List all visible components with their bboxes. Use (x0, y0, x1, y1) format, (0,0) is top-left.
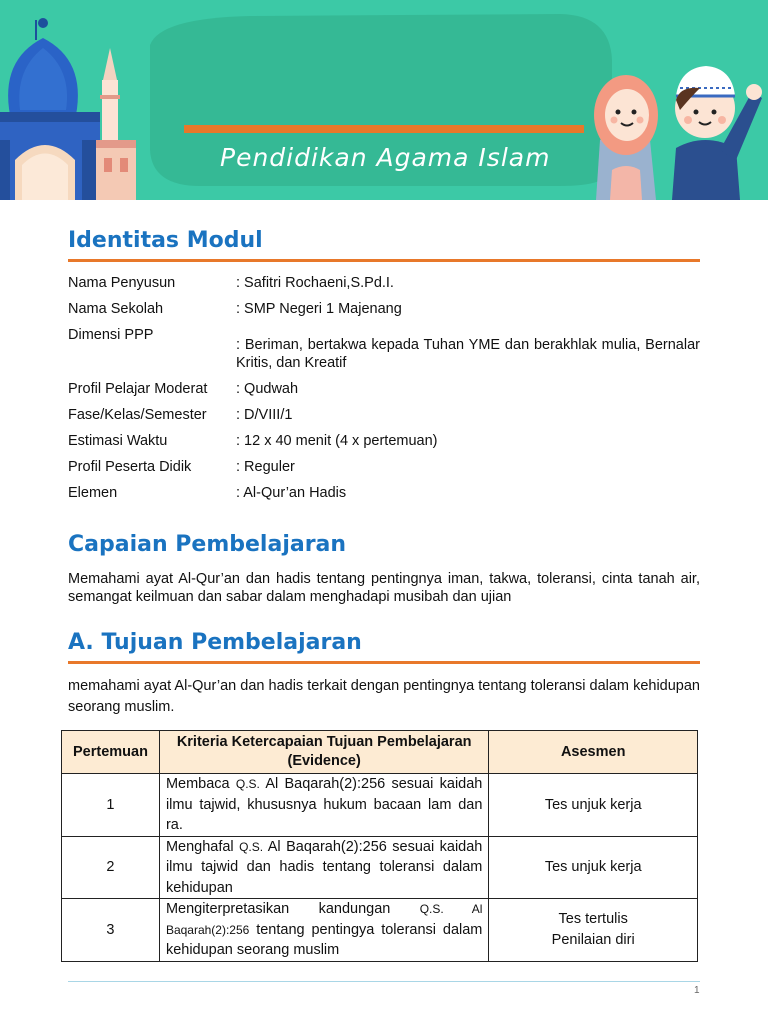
identitas-value: : SMP Negeri 1 Majenang (236, 301, 402, 317)
table-row (62, 836, 698, 899)
kriteria-cell (159, 774, 488, 837)
kriteria-reference: Q.S. (235, 777, 260, 791)
pertemuan-cell: 3 (62, 899, 160, 962)
identitas-value: : Al-Qur’an Hadis (236, 485, 347, 501)
identitas-value: : Beriman, bertakwa kepada Tuhan YME dan berakhlak mulia, Bernalar Kritis, dan Kreatif (236, 337, 700, 371)
kriteria-text: Al Baqarah(2):256 sesuai kaidah ilmu tajwid, khususnya hukum bacaan lam dan ra. (165, 776, 483, 833)
identitas-value: : D/VIII/1 (236, 407, 293, 423)
header-banner (0, 0, 768, 200)
identitas-label: Elemen (68, 485, 118, 501)
heading-rule (68, 259, 700, 262)
identitas-label: Profil Peserta Didik (68, 459, 192, 475)
identitas-row (68, 326, 700, 372)
page-number: 1 (694, 985, 700, 996)
identitas-row (68, 274, 700, 292)
kriteria-reference: Q.S. (239, 839, 264, 854)
identitas-row (68, 406, 700, 424)
document-content (68, 220, 700, 718)
pertemuan-cell: 2 (62, 836, 160, 899)
kriteria-reference: Q.S. Al Baqarah(2):256 (165, 902, 483, 937)
asesmen-text: Tes tertulis (558, 910, 628, 927)
table-row (62, 899, 698, 962)
identitas-row (68, 300, 700, 318)
identitas-label: Nama Penyusun (68, 275, 176, 291)
column-header: Pertemuan (62, 731, 160, 774)
kriteria-text: Al Baqarah(2):256 sesuai kaidah ilmu tajwid dan hadis tentang toleransi dalam kehidupan (165, 838, 483, 896)
column-header: Kriteria Ketercapaian Tujuan Pembelajaran (Evidence) (159, 731, 488, 774)
identitas-label: Estimasi Waktu (68, 433, 168, 449)
identitas-label: Nama Sekolah (68, 301, 164, 317)
identitas-label: Dimensi PPP (68, 327, 154, 343)
identitas-row (68, 380, 700, 398)
kriteria-cell (159, 899, 488, 962)
identitas-value: : Qudwah (236, 381, 299, 397)
identitas-value: : Safitri Rochaeni,S.Pd.I. (236, 275, 394, 291)
identitas-value: : 12 x 40 menit (4 x pertemuan) (236, 433, 438, 449)
table-header-row (62, 731, 698, 774)
banner-title: Pendidikan Agama Islam (220, 143, 551, 172)
asesmen-cell (489, 899, 698, 962)
asesmen-text: Tes unjuk kerja (544, 796, 642, 813)
identitas-list (68, 274, 700, 502)
girl-character-icon (594, 75, 658, 200)
tujuan-heading: A. Tujuan Pembelajaran (68, 630, 362, 655)
capaian-heading: Capaian Pembelajaran (68, 532, 347, 557)
identitas-value: : Reguler (236, 459, 295, 475)
kriteria-text: Menghafal (165, 838, 240, 855)
column-header: Asesmen (489, 731, 698, 774)
kriteria-text: Mengiterpretasikan kandungan (165, 901, 420, 917)
asesmen-cell (489, 774, 698, 837)
pertemuan-cell: 1 (62, 774, 160, 837)
identitas-row (68, 484, 700, 502)
table-row (62, 774, 698, 837)
kriteria-cell (159, 836, 488, 899)
kriteria-text: Membaca (165, 776, 236, 792)
identitas-label: Profil Pelajar Moderat (68, 381, 208, 397)
tujuan-table (61, 730, 698, 962)
asesmen-cell (489, 836, 698, 899)
asesmen-text: Penilaian diri (551, 931, 635, 948)
identitas-heading: Identitas Modul (68, 228, 263, 253)
identitas-row (68, 432, 700, 450)
identitas-row (68, 458, 700, 476)
heading-rule (68, 661, 700, 664)
asesmen-text: Tes unjuk kerja (544, 859, 642, 876)
tujuan-text: memahami ayat Al-Qur’an dan hadis terkait dengan pentingnya tentang toleransi dalam kehidupan seorang muslim. (68, 678, 700, 715)
capaian-text: Memahami ayat Al-Qur’an dan hadis tentang pentingnya iman, takwa, toleransi, cinta tanah air, semangat keilmuan dan sabar dalam menghadapi musibah dan ujian (68, 571, 700, 605)
footer-divider (68, 981, 700, 982)
kriteria-text: tentang pentingya toleransi dalam kehidupan seorang muslim (165, 921, 483, 958)
identitas-label: Fase/Kelas/Semester (68, 407, 207, 423)
banner-accent-bar (184, 125, 584, 133)
